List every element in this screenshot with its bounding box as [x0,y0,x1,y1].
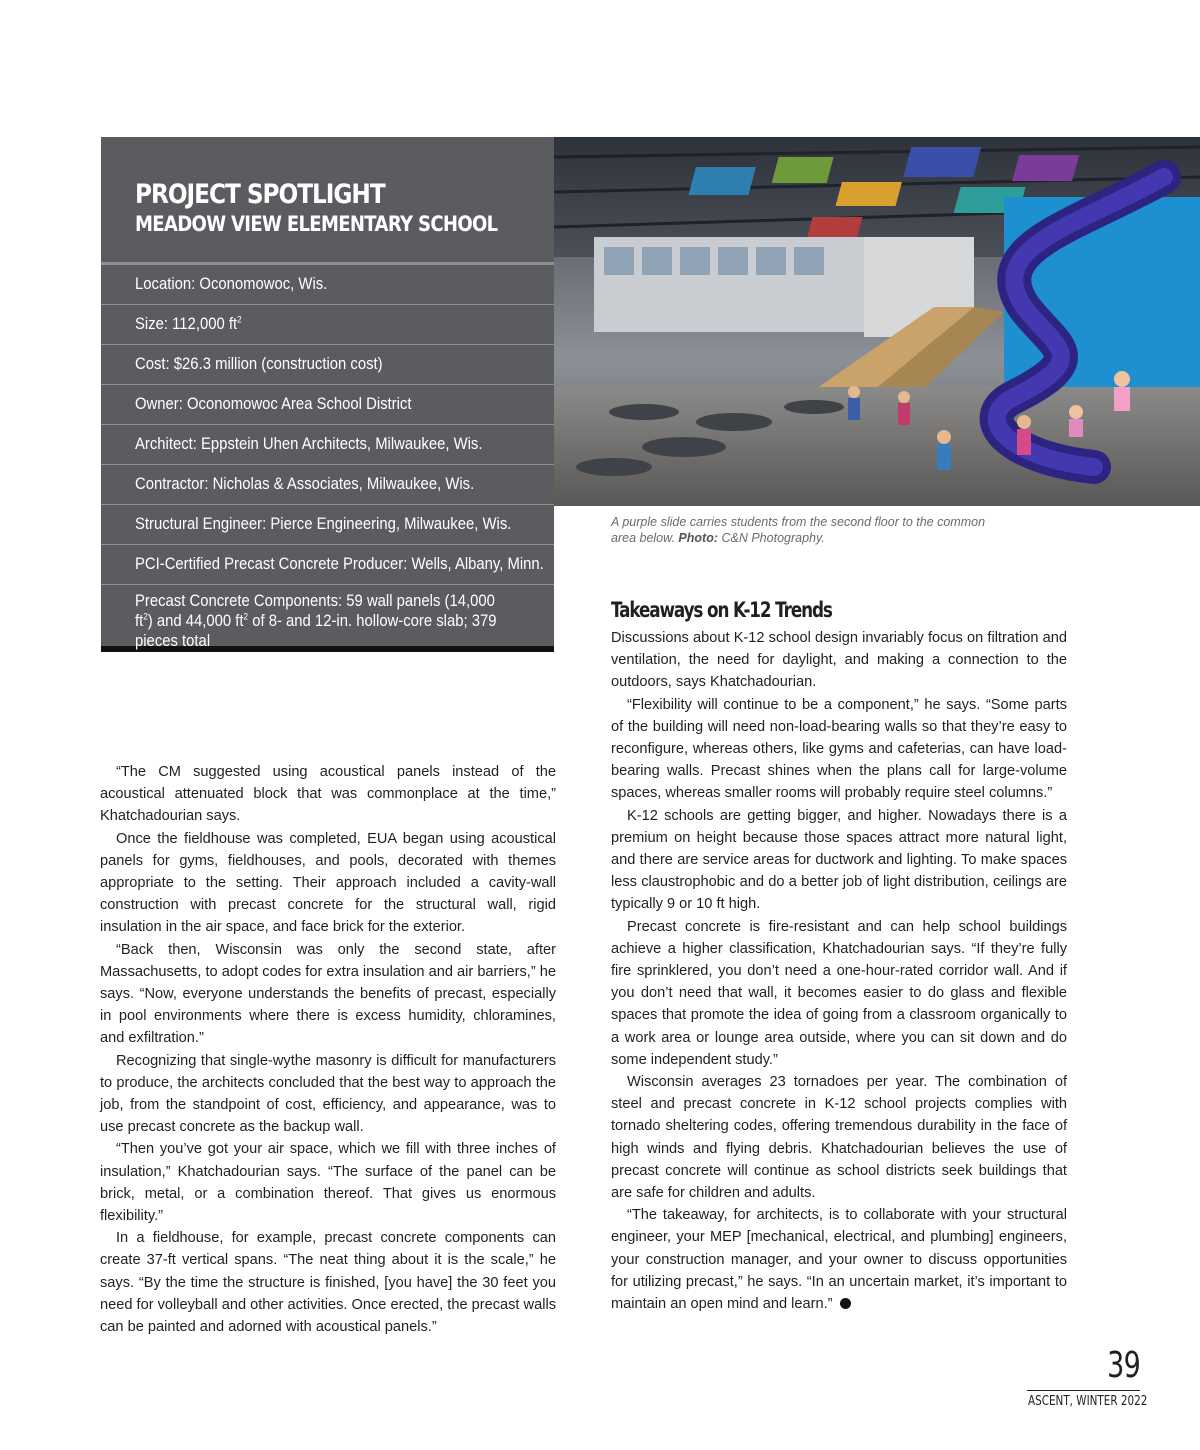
caption-credit: C&N Photography. [721,531,825,545]
project-spotlight-box [101,137,554,652]
paragraph: “The CM suggested using acoustical panels instead of the acoustical attenuated block that was commonplace at the time,” Khatchadourian says. [100,764,556,825]
paragraph: Recognizing that single-wythe masonry is difficult for manufacturers to produce, the architects concluded that the best way to approach the job, from the standpoint of cost, efficiency, and appearance, was to use precast concrete as the backup wall. [100,1052,556,1136]
left-column-text [100,761,556,1338]
folio-divider [1027,1390,1140,1391]
cost-text: Cost: $26.3 million (construction cost) [135,355,383,373]
right-column-text [611,627,1067,1315]
section-heading: Takeaways on K-12 Trends [611,598,832,622]
components-text: Precast Concrete Components: 59 wall panels (14,000 $ft^2$) and 44,000 $ft^2$ of 8- and 12-in. hollow-core slab; 379 pieces total [135,592,497,650]
paragraph: “Flexibility will continue to be a component,” he says. “Some parts of the building will need non-load-bearing walls so that they’re easy to reconfigure, whereas others, like gyms and cafeterias, can have load-bearing walls. Precast shines when the plans call for large-volume spaces, whereas smaller rooms will probably require steel columns.” [611,696,1067,802]
paragraph: In a fieldhouse, for example, precast concrete components can create 37-ft vertical spans. “The neat thing about it is the scale,” he says. “By the time the structure is finished, [you have] the 30 feet you need for volleyball and other activities. Once erected, the precast walls can be painted and adorned with acoustical panels.” [100,1230,556,1336]
photo-caption [611,514,991,546]
paragraph: Discussions about K-12 school design invariably focus on filtration and ventilation, the need for daylight, and making a connection to the outdoors, says Khatchadourian. [611,630,1067,691]
paragraph: Precast concrete is fire-resistant and can help school buildings achieve a higher classification, Khatchadourian says. “If they’re fully fire sprinklered, you don’t need a one-hour-rated corridor wall. And if you don’t need that wall, it becomes easier to do glass and flexible spaces that promote the idea of going from a classroom organically to a work area or lounge area outside, where you can sit down and do some independent study.” [611,918,1067,1068]
contractor-text: Contractor: Nicholas & Associates, Milwaukee, Wis. [135,475,475,493]
paragraph-final: “The takeaway, for architects, is to collaborate with your structural engineer, your MEP [mechanical, electrical, and plumbing] engineers, your construction manager, and your owner to discuss opportunities for utilizing precast,” he says. “In an uncertain market, it’s important to maintain an open mind and learn.” [611,1207,1067,1313]
paragraph: K-12 schools are getting bigger, and higher. Nowadays there is a premium on height because those spaces attract more natural light, and there are service areas for ductwork and lighting. To make spaces less claustrophobic and do a better job of light distribution, ceilings are typically 9 or 10 ft high. [611,807,1067,913]
spotlight-row-components [101,585,554,650]
spotlight-title: PROJECT SPOTLIGHT [135,179,385,210]
spotlight-row-architect [101,425,554,465]
location-text: Location: Oconomowoc, Wis. [135,275,328,293]
photo-illustration [554,137,1200,506]
caption-text: A purple slide carries students from the second floor to the common area below. [611,515,986,545]
spotlight-subtitle: MEADOW VIEW ELEMENTARY SCHOOL [135,212,498,236]
paragraph: “Then you’ve got your air space, which we fill with three inches of insulation,” Khatchadourian says. “The surface of the panel can be brick, metal, or a combination thereof. That gives us enormous flexibility.” [100,1141,556,1225]
paragraph: Wisconsin averages 23 tornadoes per year. The combination of steel and precast concrete in K-12 school projects complies with tornado sheltering codes, offering tremendous durability in the face of high winds and flying debris. Khatchadourian believes the use of precast concrete will continue as school districts seek buildings that are safe for children and adults. [611,1074,1067,1202]
spotlight-row-size [101,305,554,345]
spotlight-row-producer [101,545,554,585]
school-interior-photo [554,137,1200,506]
spotlight-row-engineer [101,505,554,545]
size-text: Size: 112,000 $ft^2$ [135,314,242,333]
paragraph: Once the fieldhouse was completed, EUA began using acoustical panels for gyms, fieldhouses, and pools, decorated with themes appropriate to the setting. Their approach included a cavity-wall construction with precast concrete for the structural wall, rigid insulation in the air space, and face brick for the exterior. [100,830,556,936]
spotlight-row-contractor [101,465,554,505]
spotlight-row-owner [101,385,554,425]
paragraph: “Back then, Wisconsin was only the second state, after Massachusetts, to adopt codes for extra insulation and air barriers,” he says. “Now, everyone understands the benefits of precast, especially in pool environments where there is excess humidity, chloramines, and exfiltration.” [100,941,556,1047]
caption-credit-label: Photo: [678,531,718,545]
end-of-article-bullet-icon [840,1298,851,1309]
architect-text: Architect: Eppstein Uhen Architects, Milwaukee, Wis. [135,435,483,453]
owner-text: Owner: Oconomowoc Area School District [135,395,412,413]
producer-text: PCI-Certified Precast Concrete Producer: Wells, Albany, Minn. [135,555,544,573]
publication-name: ASCENT, WINTER 2022 [1028,1394,1148,1409]
engineer-text: Structural Engineer: Pierce Engineering, Milwaukee, Wis. [135,515,512,533]
spotlight-row-location [101,265,554,305]
spotlight-header [101,137,554,265]
page-number: 39 [1107,1345,1140,1386]
spotlight-row-cost [101,345,554,385]
